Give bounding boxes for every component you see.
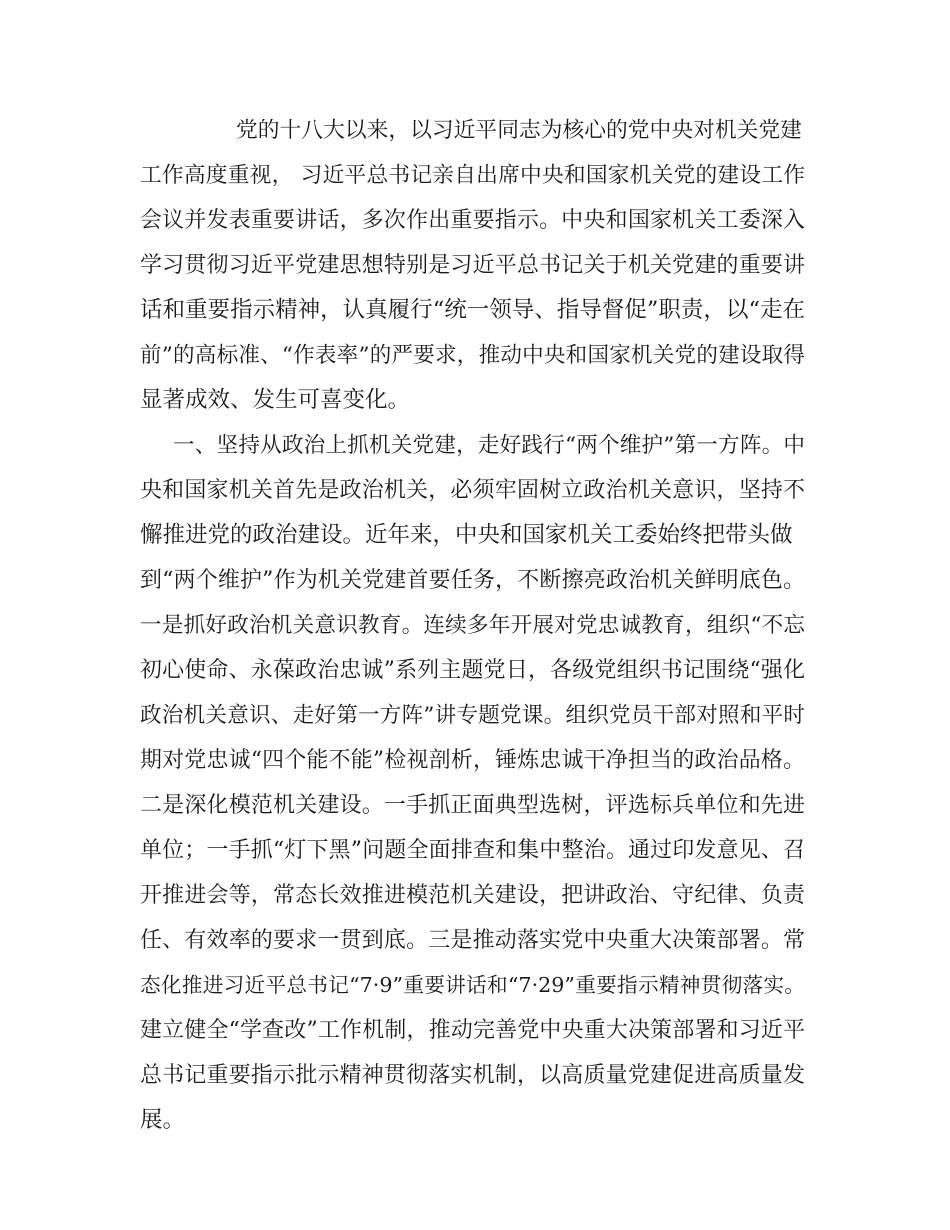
text-line: 总书记重要指示批示精神贯彻落实机制，以高质量党建促进高质量发 <box>140 1063 805 1088</box>
text-line: 工作高度重视， 习近平总书记亲自出席中央和国家机关党的建设工作 <box>140 163 805 188</box>
text-line: 任、有效率的要求一贯到底。三是推动落实党中央重大决策部署。常 <box>140 928 805 953</box>
text-line: 到“两个维护”作为机关党建首要任务，不断擦亮政治机关鲜明底色。 <box>140 568 805 593</box>
text-line: 初心使命、永葆政治忠诚”系列主题党日，各级党组织书记围绕“强化 <box>140 658 805 683</box>
document-body <box>140 108 805 1143</box>
text-line: 党的十八大以来，以习近平同志为核心的党中央对机关党建 <box>236 118 802 143</box>
text-line: 学习贯彻习近平党建思想特别是习近平总书记关于机关党建的重要讲 <box>140 253 805 278</box>
text-line: 会议并发表重要讲话，多次作出重要指示。中央和国家机关工委深入 <box>140 208 805 233</box>
text-line: 懈推进党的政治建设。近年来，中央和国家机关工委始终把带头做 <box>140 522 793 548</box>
text-line: 期对党忠诚“四个能不能”检视剖析，锤炼忠诚干净担当的政治品格。 <box>140 748 805 773</box>
text-line: 政治机关意识、走好第一方阵”讲专题党课。组织党员干部对照和平时 <box>140 703 805 728</box>
paragraph-section-one <box>140 423 805 1143</box>
text-line: 一是抓好政治机关意识教育。连续多年开展对党忠诚教育，组织“不忘 <box>140 613 805 638</box>
text-line: 开推进会等，常态长效推进模范机关建设，把讲政治、守纪律、负责 <box>140 883 805 908</box>
text-line: 二是深化模范机关建设。一手抓正面典型选树，评选标兵单位和先进 <box>140 793 805 818</box>
text-line: 一、坚持从政治上抓机关党建，走好践行“两个维护”第一方阵。中 <box>173 433 805 458</box>
text-line: 显著成效、发生可喜变化。 <box>140 387 411 413</box>
text-line: 单位；一手抓“灯下黑”问题全面排查和集中整治。通过印发意见、召 <box>140 838 805 863</box>
paragraph-intro <box>140 108 805 423</box>
text-line: 态化推进习近平总书记“7·9”重要讲话和“7·29”重要指示精神贯彻落实。 <box>140 973 805 997</box>
text-line: 央和国家机关首先是政治机关，必须牢固树立政治机关意识，坚持不 <box>140 478 805 503</box>
text-line: 前”的高标准、“作表率”的严要求，推动中央和国家机关党的建设取得 <box>140 343 805 368</box>
text-line: 建立健全“学查改”工作机制，推动完善党中央重大决策部署和习近平 <box>140 1018 805 1043</box>
text-line: 话和重要指示精神，认真履行“统一领导、指导督促”职责，以“走在 <box>140 297 805 323</box>
text-line: 展。 <box>140 1107 186 1133</box>
